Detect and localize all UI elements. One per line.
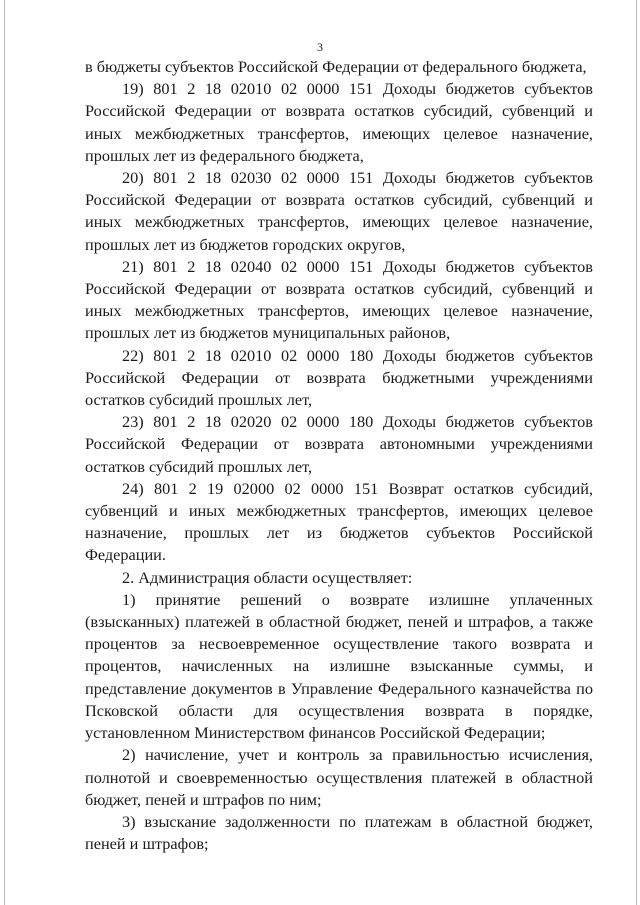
paragraph: 21) 801 2 18 02040 02 0000 151 Доходы бюджетов субъектов Российской Федерации от возврата остатков субсидий, субвенций и иных межбюджетных трансфертов, имеющих целевое назначение, прошлых лет из бюджетов муниципальных районов, (85, 256, 593, 343)
document-body (85, 56, 593, 855)
section-heading: 2. Администрация области осуществляет: (122, 567, 413, 587)
scan-right-edge (636, 0, 637, 905)
scan-left-edge (4, 0, 5, 905)
paragraph: 19) 801 2 18 02010 02 0000 151 Доходы бюджетов субъектов Российской Федерации от возврата остатков субсидий, субвенций и иных межбюджетных трансфертов, имеющих целевое назначение, прошлых лет из федерального бюджета, (85, 79, 593, 165)
paragraph: 24) 801 2 19 02000 02 0000 151 Возврат остатков субсидий, субвенций и иных межбюджетных трансфертов, имеющих целевое назначение, прошлых лет из бюджетов субъектов Российской Федерации. (85, 478, 593, 565)
paragraph: 22) 801 2 18 02010 02 0000 180 Доходы бюджетов субъектов Российской Федерации от возврата бюджетными учреждениями остатков субсидий прошлых лет, (85, 345, 593, 410)
paragraph: 1) принятие решений о возврате излишне уплаченных (взысканных) платежей в областной бюджет, пеней и штрафов, а также процентов за несвоевременное осуществление такого возврата и процентов, начисленных на излишне взысканные суммы, и представление документов в Управление Федерального казначейства по Псковской области для осуществления возврата в порядке, установленном Министерством финансов Российской Федерации; (85, 589, 593, 743)
paragraph: в бюджеты субъектов Российской Федерации от федерального бюджета, (85, 57, 587, 76)
paragraph: 3) взыскание задолженности по платежам в областной бюджет, пеней и штрафов; (85, 811, 593, 854)
page-number: 3 (317, 40, 323, 54)
paragraph: 2) начисление, учет и контроль за правильностью исчисления, полнотой и своевременностью осуществления платежей в областной бюджет, пеней и штрафов по ним; (85, 745, 593, 809)
paragraph: 23) 801 2 18 02020 02 0000 180 Доходы бюджетов субъектов Российской Федерации от возврата автономными учреждениями остатков субсидий прошлых лет, (85, 412, 593, 476)
paragraph: 20) 801 2 18 02030 02 0000 151 Доходы бюджетов субъектов Российской Федерации от возврата остатков субсидий, субвенций и иных межбюджетных трансфертов, имеющих целевое назначение, прошлых лет из бюджетов городских округов, (85, 168, 593, 254)
